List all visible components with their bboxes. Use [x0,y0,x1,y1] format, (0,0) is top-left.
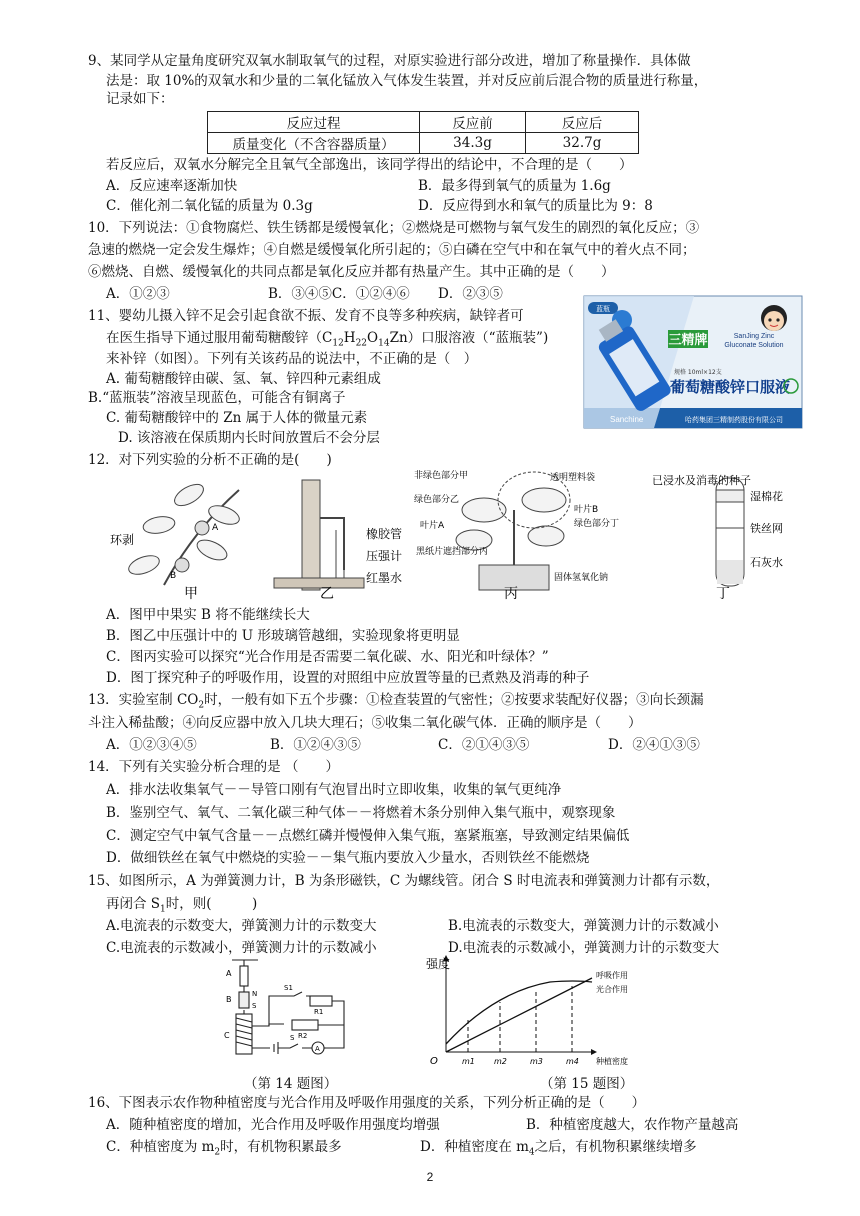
q9-table [207,111,639,154]
maker-name: 哈药集团三精制药股份有限公司 [685,416,783,424]
tick-m3: m3 [530,1057,543,1066]
q12-option-b: B．图乙中压强计中的 U 形玻璃管越细，实验现象将更明显 [106,628,460,644]
bing-label-6: 绿色部分丁 [574,519,620,529]
caption-bing: 丙 [504,586,518,602]
q13-option-b: B．①②④③⑤ [270,737,361,753]
q16-c-sub: 2 [214,1147,221,1158]
table-cell: 32.7g [526,133,639,154]
tick-m4: m4 [566,1057,579,1066]
caption-jia: 甲 [184,586,198,602]
legend-photosynthesis: 光合作用 [596,985,628,994]
jia-label-b: B [170,571,177,581]
formula-sub: 12 [332,338,344,349]
table-row-label: 质量变化（不含容器质量） [208,133,420,154]
ding-label-limewater: 石灰水 [750,556,783,569]
q12-option-d: D．图丁探究种子的呼吸作用，设置的对照组中应放置等量的已煮熟及消毒的种子 [106,670,590,686]
yi-label-tube: 橡胶管 [366,527,403,541]
q13-option-c: C．②①④③⑤ [438,737,530,753]
circuit-label-c: C [224,1031,230,1040]
ding-label-cotton: 湿棉花 [750,490,783,503]
q16-option-c [106,1137,342,1163]
q11-option-b: B.“蓝瓶装”溶液呈现蓝色，可能含有铜离子 [88,390,346,406]
q13-text-b: 时，一般有如下五个步骤：①检查装置的气密性；②按要求装配好仪器；③向长颈漏 [204,692,704,708]
table-header: 反应前 [420,112,526,133]
q16-c-text-a: C．种植密度为 m [106,1139,215,1155]
tag-text: 蓝瓶 [596,305,610,313]
caption-yi: 乙 [320,586,334,602]
jia-label-ring: 环剥 [110,533,135,547]
formula-part: Zn）口服溶液（“蓝瓶装”) [389,330,549,346]
graph-xlabel: 种植密度 [596,1057,628,1066]
tick-m1: m1 [462,1057,475,1066]
figure-jia-branch [126,480,242,585]
q13-option-a: A．①②③④⑤ [106,737,197,753]
q10-line3: ⑥燃烧、自燃、缓慢氧化的共同点都是氧化反应并都有热量产生。其中正确的是（ ） [88,264,615,280]
q15-sub: 1 [160,904,166,915]
tick-m2: m2 [494,1057,507,1066]
circuit-label-r2: R2 [298,1032,308,1040]
q16-d-sub: 4 [528,1147,535,1158]
q12-option-a: A．图甲中果实 B 将不能继续长大 [106,607,310,623]
formula-part: H [343,330,356,346]
brand-text: 三精牌 [668,333,708,348]
q10-line2: 急速的燃烧一定会发生爆炸；④自燃是缓慢氧化所引起的；⑤白磷在空气中和在氧气中的着火点不同； [88,242,696,258]
table-cell: 34.3g [420,133,526,154]
q9-option-a: A．反应速率逐渐加快 [106,178,238,194]
circuit-label-s1: S1 [284,984,293,992]
figure-yi-stem [274,480,364,590]
formula-sub: 22 [355,338,368,349]
q9-option-c: C．催化剂二氧化锰的质量为 0.3g [106,198,313,214]
product-name: 葡萄糖酸锌口服液 [669,378,791,396]
circuit-diagram [214,958,364,1070]
english-name-2: Gluconate Solution [724,342,784,349]
figure-ding-tube [716,478,744,586]
q9-line4: 若反应后，双氧水分解完全且氧气全部逸出，该同学得出的结论中，不合理的是（ ） [106,157,633,173]
bing-label-7: 黑纸片遮挡部分丙 [416,547,489,557]
q14-title: 14．下列有关实验分析合理的是 （ ） [88,759,339,775]
q12-title: 12．对下列实验的分析不正确的是( ) [88,452,332,468]
bing-label-8: 固体氢氧化钠 [554,573,609,583]
circuit-label-n: N [252,990,258,998]
zinc-solution-box-image [584,296,802,428]
q16-option-a: A．随种植密度的增加，光合作用及呼吸作用强度均增强 [106,1117,440,1133]
q14-option-a: A．排水法收集氧气－－导管口刚有气泡冒出时立即收集，收集的氧气更纯净 [106,782,562,798]
q9-line3: 记录如下： [106,91,174,107]
circuit-label-r1: R1 [314,1008,324,1016]
maker-en: Sanchine [610,415,644,424]
q11-option-d: D. 该溶液在保质期内长时间放置后不会分层 [118,430,380,446]
q10-option-a: A．①②③ [106,286,170,302]
q15-text-b: 时，则( ) [165,896,258,912]
q9-option-d: D．反应得到水和氧气的质量比为 9：8 [418,198,653,214]
q15-option-d: D.电流表的示数减小，弹簧测力计的示数变大 [448,940,720,956]
q16-option-b: B．种植密度越大，农作物产量越高 [526,1117,739,1133]
q12-experiment-figures [104,470,783,602]
yi-label-ink: 红墨水 [366,571,403,585]
q15-option-b: B.电流表的示数变大，弹簧测力计的示数减小 [448,918,719,934]
figure-bing-plant [456,472,570,590]
circuit-label-b: B [226,995,232,1004]
jia-label-a: A [212,523,219,533]
english-name-1: SanJing Zinc [733,333,775,340]
page-number: 2 [426,1170,434,1184]
bing-label-2: 绿色部分乙 [414,495,460,505]
q15-option-a: A.电流表的示数变大，弹簧测力计的示数变大 [106,918,377,934]
yi-label-gauge: 压强计 [366,549,403,563]
spec-text: 规格 10ml×12支 [674,369,722,376]
table-header: 反应过程 [208,112,420,133]
q9-line2: 法是：取 10%的双氧水和少量的二氧化锰放入气体发生装置，并对反应前后混合物的质量进行称量， [106,73,708,89]
q12-option-c: C．图丙实验可以探究“光合作用是否需要二氧化碳、水、阳光和叶绿体？” [106,649,549,665]
q13-line1 [88,690,704,716]
q11-line2-text: 在医生指导下通过服用葡萄糖酸锌（C [106,330,333,346]
q13-line2: 斗注入稀盐酸；④向反应器中放入几块大理石；⑤收集二氧化碳气体．正确的顺序是（ ） [88,715,642,731]
q9-option-b: B．最多得到氧气的质量为 1.6g [418,178,611,194]
circuit-label-a: A [226,969,232,978]
q13-sub: 2 [198,700,205,711]
legend-respiration: 呼吸作用 [596,971,628,980]
q15-text-a: 再闭合 S [106,896,161,912]
q11-option-a: A. 葡萄糖酸锌由碳、氢、氧、锌四种元素组成 [106,371,381,387]
q9-line1: 9、某同学从定量角度研究双氧水制取氧气的过程，对原实验进行部分改进，增加了称量操作．具体做 [88,53,691,69]
q16-d-text-b: 之后，有机物积累继续增多 [534,1139,697,1155]
formula-part: O [367,330,379,346]
caption-ding: 丁 [716,586,730,602]
graph-origin: O [430,1056,438,1067]
ammeter-icon: A [315,1045,320,1053]
respiration-line [446,978,592,1052]
circuit-label-switch: S [290,1034,295,1042]
q14-option-c: C．测定空气中氧气含量－－点燃红磷并慢慢伸入集气瓶，塞紧瓶塞，导致测定结果偏低 [106,828,630,844]
q15-option-c: C.电流表的示数减小，弹簧测力计的示数减小 [106,940,377,956]
table-header: 反应后 [526,112,639,133]
q10-option-bc: B．③④⑤C．①②④⑥ [268,286,410,302]
density-graph [424,952,652,1070]
q14-option-d: D．做细铁丝在氧气中燃烧的实验－－集气瓶内要放入少量水，否则铁丝不能燃烧 [106,850,590,866]
bing-label-3: 叶片A [420,521,445,531]
q14-option-b: B．鉴别空气、氧气、二氧化碳三种气体－－将燃着木条分别伸入集气瓶中，观察现象 [106,805,616,821]
ding-label-seeds: 已浸水及消毒的种子 [652,474,751,487]
q16-d-text-a: D．种植密度在 m [420,1139,529,1155]
bing-label-5: 叶片B [574,505,599,515]
cartoon-girl-icon [761,305,787,331]
fig14-caption: （第 14 题图） [244,1076,338,1092]
bing-label-4: 透明塑料袋 [550,473,596,483]
graph-ylabel: 强度 [426,957,451,971]
bing-label-1: 非绿色部分甲 [414,471,469,481]
fig15-caption: （第 15 题图） [540,1076,634,1092]
q11-line3: 来补锌（如图）。下列有关该药品的说法中，不正确的是（ ） [106,351,478,367]
ding-label-mesh: 铁丝网 [750,522,783,535]
q11-line1: 11、婴幼儿摄入锌不足会引起食欲不振、发育不良等多种疾病，缺锌者可 [88,308,524,324]
q16-option-d [420,1137,697,1163]
q16-c-text-b: 时，有机物积累最多 [220,1139,342,1155]
q10-option-d: D．②③⑤ [438,286,503,302]
q10-line1: 10．下列说法：①食物腐烂、铁生锈都是缓慢氧化；②燃烧是可燃物与氧气发生的剧烈的氧化反应；③ [88,220,700,236]
circuit-label-s: S [252,1002,257,1010]
q15-line1: 15、如图所示，A 为弹簧测力计，B 为条形磁铁，C 为螺线管。闭合 S 时电流表和弹簧测力计都有示数， [88,873,720,889]
q11-option-c: C. 葡萄糖酸锌中的 Zn 属于人体的微量元素 [106,410,368,426]
q16-line1: 16、下图表示农作物种植密度与光合作用及呼吸作用强度的关系，下列分析正确的是（ ） [88,1095,646,1111]
q13-option-d: D．②④①③⑤ [608,737,700,753]
q13-text-a: 13．实验室制 CO [88,692,199,708]
formula-sub: 14 [378,338,390,349]
